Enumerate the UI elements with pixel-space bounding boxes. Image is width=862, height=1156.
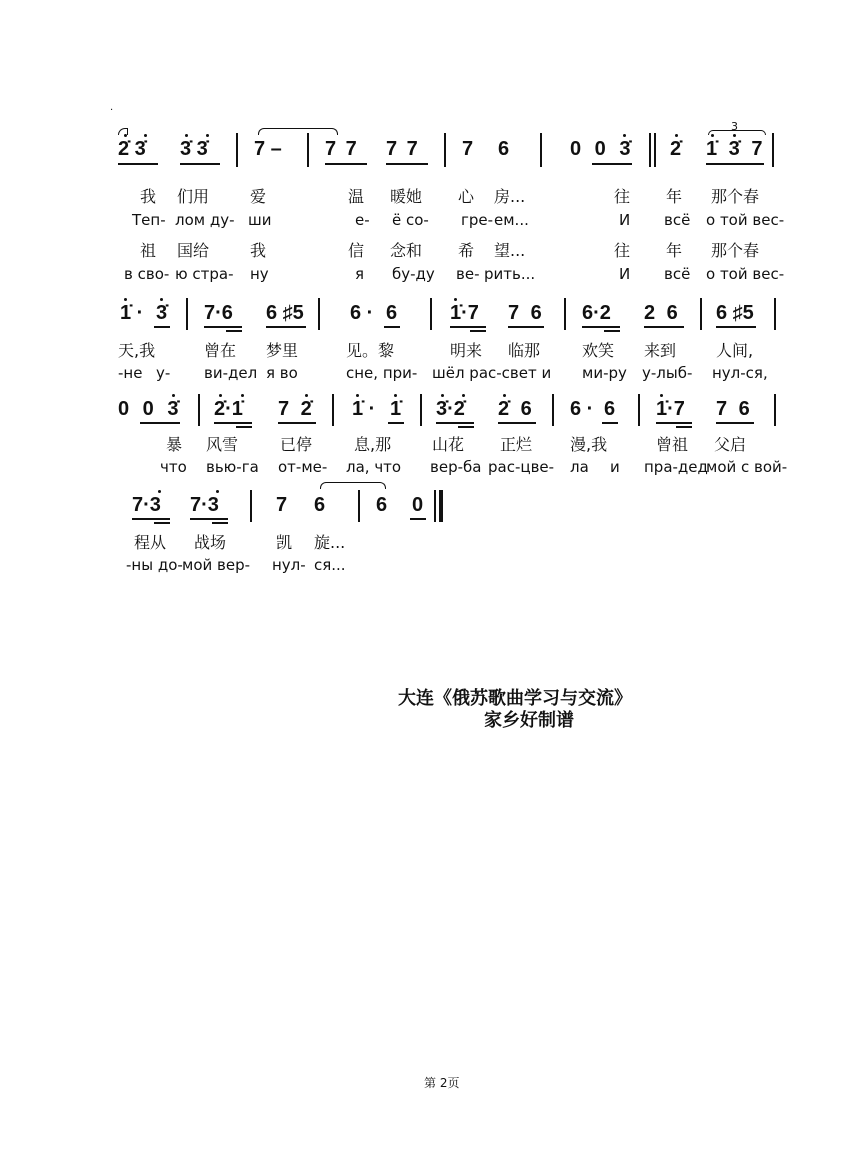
lyric: 已停 <box>280 435 313 454</box>
underline <box>278 422 316 424</box>
high-dot <box>206 134 209 137</box>
lyric-ru: мой с вой- <box>706 458 788 476</box>
note: 6 <box>386 302 398 324</box>
note: 0 <box>412 494 424 516</box>
barline <box>358 490 360 522</box>
note-group: 2̇ 6 <box>498 398 535 420</box>
lyric: 来到 <box>644 341 677 360</box>
lyric-ru: И <box>619 265 631 283</box>
barline <box>236 133 238 167</box>
note: 1̇ · <box>352 398 376 420</box>
underline <box>325 163 367 165</box>
underline <box>190 518 228 520</box>
lyric-ru: ну <box>250 265 269 283</box>
lyric-ru: гре- <box>461 211 494 229</box>
lyric: 信 <box>348 241 365 260</box>
note-group: 7·6 <box>204 302 233 324</box>
underline <box>140 422 180 424</box>
high-dot <box>660 394 663 397</box>
lyric-ru: у-лыб- <box>642 364 693 382</box>
note-group: 2̇·1̇ <box>214 398 243 420</box>
high-dot <box>356 394 359 397</box>
lyric-ru: нул-ся, <box>712 364 768 382</box>
high-dot <box>675 134 678 137</box>
high-dot <box>711 134 714 137</box>
lyric-ru: я <box>355 265 365 283</box>
lyric: 我 <box>140 187 157 206</box>
note-group: 7 7 <box>386 138 420 160</box>
underline <box>386 163 428 165</box>
underline <box>498 422 536 424</box>
note: 2̇ <box>670 138 682 160</box>
lyric: 息,那 <box>354 435 392 454</box>
tie <box>258 128 338 135</box>
lyric: 天,我 <box>118 341 156 360</box>
underline <box>716 326 756 328</box>
note-group: 3̇·2̇ <box>436 398 465 420</box>
note-group: 2̇ 3̇ <box>118 138 146 160</box>
underline <box>592 163 632 165</box>
note-group: 7·3 <box>132 494 161 516</box>
credit-source: 大连《俄苏歌曲学习与交流》 <box>398 688 632 709</box>
lyric: 曾在 <box>204 341 237 360</box>
underline <box>154 522 170 524</box>
barline <box>654 133 656 167</box>
page-number: 第 2页 <box>424 1076 460 1090</box>
lyric-ru: ё со- <box>392 211 429 229</box>
high-dot <box>124 298 127 301</box>
barline <box>638 394 640 426</box>
high-dot <box>623 134 626 137</box>
lyric: 那个春 <box>711 241 760 260</box>
underline <box>154 326 170 328</box>
lyric-ru: ве- <box>456 265 480 283</box>
lyric-ru: ла <box>570 458 589 476</box>
underline <box>508 326 544 328</box>
underline <box>450 326 486 328</box>
note-group: 7 – <box>254 138 282 160</box>
note-group: 3̇ 3̇ <box>180 138 208 160</box>
high-dot <box>733 134 736 137</box>
lyric: 年 <box>666 187 683 206</box>
barline <box>540 133 542 167</box>
lyric-ru: -не <box>118 364 143 382</box>
underline <box>410 518 426 520</box>
lyric: 希 <box>458 241 475 260</box>
lyric-ru: ем... <box>494 211 529 229</box>
lyric-ru: я во <box>266 364 298 382</box>
lyric: 曾祖 <box>656 435 689 454</box>
lyric: 房... <box>494 187 526 206</box>
underline <box>118 163 158 165</box>
lyric-ru: о той вес- <box>706 265 785 283</box>
note-group: 7 6 <box>508 302 545 324</box>
lyric-ru: и <box>610 458 620 476</box>
note-group: 2 6 <box>644 302 681 324</box>
lyric: 暴 <box>166 435 183 454</box>
barline <box>420 394 422 426</box>
barline <box>774 394 776 426</box>
lyric-ru: всё <box>664 211 691 229</box>
underline <box>582 326 620 328</box>
barline <box>564 298 566 330</box>
lyric-ru: вью-га <box>206 458 259 476</box>
underline <box>470 330 486 332</box>
lyric-ru: е- <box>355 211 370 229</box>
note: 6 <box>376 494 388 516</box>
high-dot <box>172 394 175 397</box>
lyric: 临那 <box>508 341 541 360</box>
lyric: 父启 <box>714 435 747 454</box>
barline <box>444 133 446 167</box>
lyric: 山花 <box>432 435 465 454</box>
lyric-ru: что <box>160 458 187 476</box>
lyric-ru: ла, что <box>346 458 402 476</box>
underline <box>266 326 306 328</box>
high-dot <box>160 298 163 301</box>
barline <box>250 490 252 522</box>
lyric: 见。黎 <box>346 341 395 360</box>
lyric: 祖 <box>140 241 157 260</box>
barline <box>649 133 651 167</box>
lyric-ru: мой вер- <box>182 556 251 574</box>
note: 6 · <box>570 398 594 420</box>
note: 7 <box>462 138 474 160</box>
high-dot <box>503 394 506 397</box>
final-barline-thin <box>434 490 436 522</box>
underline <box>214 422 252 424</box>
note: 1̇ · <box>120 302 144 324</box>
lyric: 望... <box>494 241 526 260</box>
barline <box>318 298 320 330</box>
underline <box>604 330 620 332</box>
lyric-ru: лом ду- <box>175 211 235 229</box>
note-group: 6·2 <box>582 302 611 324</box>
high-dot <box>216 490 219 493</box>
credit-author: 家乡好制谱 <box>484 710 574 731</box>
lyric: 明来 <box>450 341 483 360</box>
note: 3̇ <box>156 302 168 324</box>
lyric: 那个春 <box>711 187 760 206</box>
lyric: 年 <box>666 241 683 260</box>
barline <box>552 394 554 426</box>
lyric: 旋... <box>314 533 346 552</box>
lyric: 风雪 <box>206 435 239 454</box>
lyric: 暖她 <box>390 187 423 206</box>
high-dot <box>305 394 308 397</box>
lyric-ru: пра-дед <box>644 458 708 476</box>
high-dot <box>185 134 188 137</box>
lyric: 们用 <box>177 187 210 206</box>
underline <box>236 426 252 428</box>
underline <box>458 426 474 428</box>
high-dot <box>158 490 161 493</box>
lyric-ru: Теп- <box>132 211 166 229</box>
underline <box>716 422 754 424</box>
high-dot <box>454 298 457 301</box>
lyric-ru: вер-ба <box>430 458 482 476</box>
underline <box>436 422 474 424</box>
note: 6 <box>314 494 326 516</box>
note-group: 1̇ 3̇ 7 <box>706 138 766 160</box>
lyric: 梦里 <box>266 341 299 360</box>
note-group: 6 ♯5 <box>716 302 754 324</box>
lyric: 我 <box>250 241 267 260</box>
lyric-ru: нул- <box>272 556 306 574</box>
final-barline-thick <box>439 490 443 522</box>
note: 1̇ <box>390 398 402 420</box>
lyric-ru: И <box>619 211 631 229</box>
note-group: 0 0 3̇ <box>570 138 635 160</box>
lyric: 正烂 <box>500 435 533 454</box>
barline <box>332 394 334 426</box>
note-group: 7 6 <box>716 398 753 420</box>
underline <box>212 522 228 524</box>
lyric: 凯 <box>276 533 293 552</box>
note-group: 7 2̇ <box>278 398 315 420</box>
lyric: 漫,我 <box>570 435 608 454</box>
underline <box>676 426 692 428</box>
lyric-ru: сне, при- <box>346 364 418 382</box>
high-dot <box>124 134 127 137</box>
high-dot <box>241 394 244 397</box>
barline <box>430 298 432 330</box>
underline <box>204 326 242 328</box>
high-dot <box>219 394 222 397</box>
underline <box>656 422 692 424</box>
lyric: 心 <box>458 187 475 206</box>
lyric: 温 <box>348 187 365 206</box>
note-group: 7 7 <box>325 138 359 160</box>
underline <box>226 330 242 332</box>
underline <box>602 422 618 424</box>
note-group: 1̇·7 <box>656 398 685 420</box>
lyric: 欢笑 <box>582 341 615 360</box>
underline <box>180 163 220 165</box>
lyric: 人间, <box>716 341 754 360</box>
lyric-ru: всё <box>664 265 691 283</box>
note-group: 6 ♯5 <box>266 302 304 324</box>
lyric-ru: ю стра- <box>175 265 234 283</box>
lyric-ru: от-ме- <box>278 458 328 476</box>
lyric-ru: ви-дел <box>204 364 258 382</box>
lyric-ru: рас-цве- <box>488 458 555 476</box>
high-dot <box>394 394 397 397</box>
triplet-mark: 3 <box>731 120 738 133</box>
lyric-ru: ся... <box>314 556 346 574</box>
lyric: 念和 <box>390 241 423 260</box>
lyric-ru: рить... <box>484 265 536 283</box>
underline <box>388 422 404 424</box>
lyric: 程从 <box>134 533 167 552</box>
note: 6 · <box>350 302 374 324</box>
barline <box>700 298 702 330</box>
lyric-ru: шёл рас-свет и <box>432 364 552 382</box>
stray-mark: · <box>110 105 114 116</box>
lyric-ru: бу-ду <box>392 265 435 283</box>
underline <box>384 326 400 328</box>
lyric: 国给 <box>177 241 210 260</box>
lyric: 往 <box>614 241 631 260</box>
lyric: 爱 <box>250 187 267 206</box>
lyric-ru: -ны до- <box>126 556 183 574</box>
barline <box>186 298 188 330</box>
note: 6 <box>604 398 616 420</box>
underline <box>644 326 684 328</box>
note-group: 1̇·7 <box>450 302 479 324</box>
barline <box>772 133 774 167</box>
barline <box>774 298 776 330</box>
underline <box>706 163 764 165</box>
triplet-bracket <box>708 130 766 135</box>
barline <box>198 394 200 426</box>
note: 7 <box>276 494 288 516</box>
underline <box>132 518 170 520</box>
high-dot <box>462 394 465 397</box>
lyric-ru: ши <box>248 211 272 229</box>
lyric-ru: в сво- <box>124 265 170 283</box>
lyric-ru: у- <box>156 364 171 382</box>
note-group: 7·3 <box>190 494 219 516</box>
lyric-ru: ми-ру <box>582 364 627 382</box>
high-dot <box>144 134 147 137</box>
lyric: 战场 <box>194 533 227 552</box>
lyric-ru: о той вес- <box>706 211 785 229</box>
note-group: 0 0 3̇ <box>118 398 183 420</box>
barline <box>307 133 309 167</box>
tie <box>320 482 386 489</box>
high-dot <box>441 394 444 397</box>
lyric: 往 <box>614 187 631 206</box>
note: 6 <box>498 138 510 160</box>
